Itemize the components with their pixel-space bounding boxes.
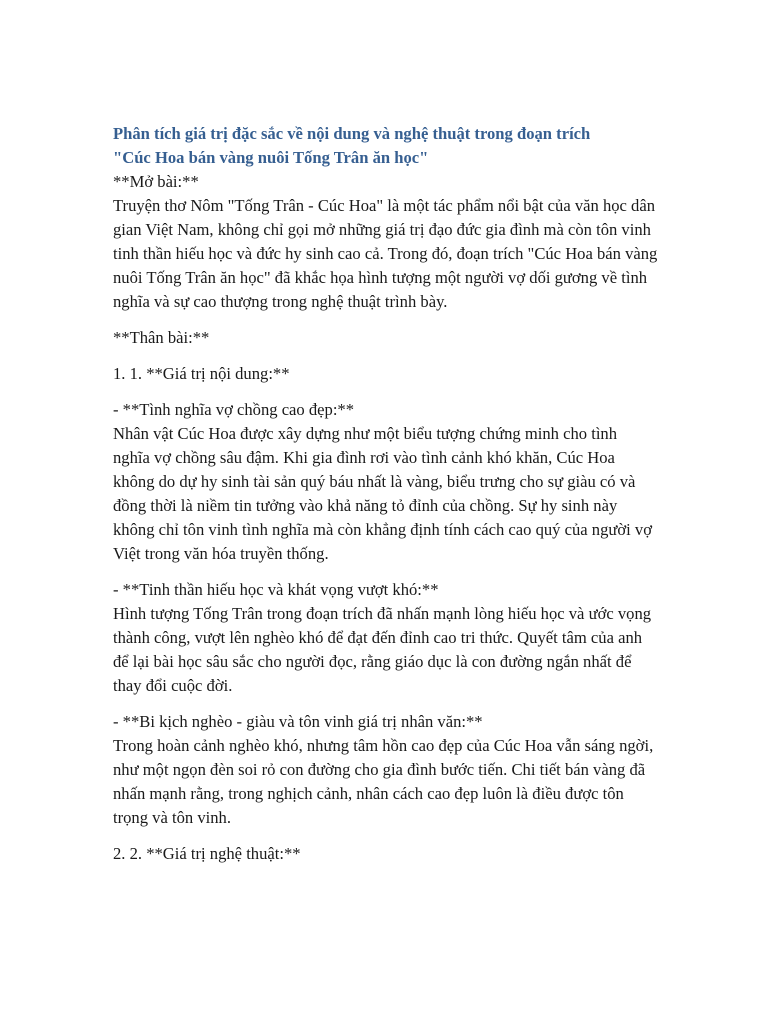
point-1-paragraph: Nhân vật Cúc Hoa được xây dựng như một biểu tượng chứng minh cho tình nghĩa vợ chồng sâu đậm. Khi gia đình rơi vào tình cảnh khó khăn, Cúc Hoa không do dự hy sinh tài sản quý báu nhất là vàng, biểu trưng cho sự giàu có và đồng thời là niềm tin tưởng vào khả năng tỏ đỉnh của chồng. Sự hy sinh này không chỉ tôn vinh tình nghĩa mà còn khẳng định tính cách cao quý của người vợ Việt trong văn hóa truyền thống. xyxy=(113,424,652,563)
section-1-heading: 1. 1. **Giá trị nội dung:** xyxy=(113,364,290,383)
point-3-paragraph: Trong hoàn cảnh nghèo khó, nhưng tâm hồn cao đẹp của Cúc Hoa vẫn sáng ngời, như một ngọn đèn soi rỏ con đường cho gia đình bước tiến. Chi tiết bán vàng đã nhấn mạnh rằng, trong nghịch cảnh, nhân cách cao đẹp luôn là điều được tôn trọng và tôn vinh. xyxy=(113,736,654,827)
intro-paragraph: Truyện thơ Nôm "Tống Trân - Cúc Hoa" là một tác phẩm nổi bật của văn học dân gian Việt Nam, không chỉ gọi mở những giá trị đạo đức gia đình mà còn tôn vinh tinh thần hiếu học và đức hy sinh cao cả. Trong đó, đoạn trích "Cúc Hoa bán vàng nuôi Tống Trân ăn học" đã khắc họa hình tượng một người vợ dối gương về tình nghĩa và sự cao thượng trong nghệ thuật trình bày. xyxy=(113,196,658,311)
body-heading: **Thân bài:** xyxy=(113,328,210,347)
intro-heading: **Mở bài:** xyxy=(113,172,199,191)
point-2-heading: - **Tinh thần hiếu học và khát vọng vượt khó:** xyxy=(113,580,439,599)
title-line-2: "Cúc Hoa bán vàng nuôi Tống Trân ăn học" xyxy=(113,148,429,167)
section-2-heading: 2. 2. **Giá trị nghệ thuật:** xyxy=(113,844,301,863)
point-1-heading: - **Tình nghĩa vợ chồng cao đẹp:** xyxy=(113,400,355,419)
point-3-heading: - **Bi kịch nghèo - giàu và tôn vinh giá trị nhân văn:** xyxy=(113,712,483,731)
document-page xyxy=(113,122,658,866)
point-2-paragraph: Hình tượng Tống Trân trong đoạn trích đã nhấn mạnh lòng hiếu học và ước vọng thành công, vượt lên nghèo khó để đạt đến đỉnh cao tri thức. Quyết tâm của anh để lại bài học sâu sắc cho người đọc, rằng giáo dục là con đường ngắn nhất để thay đổi cuộc đời. xyxy=(113,604,652,695)
title-line-1: Phân tích giá trị đặc sắc về nội dung và nghệ thuật trong đoạn trích xyxy=(113,124,591,143)
document-title xyxy=(113,122,658,170)
